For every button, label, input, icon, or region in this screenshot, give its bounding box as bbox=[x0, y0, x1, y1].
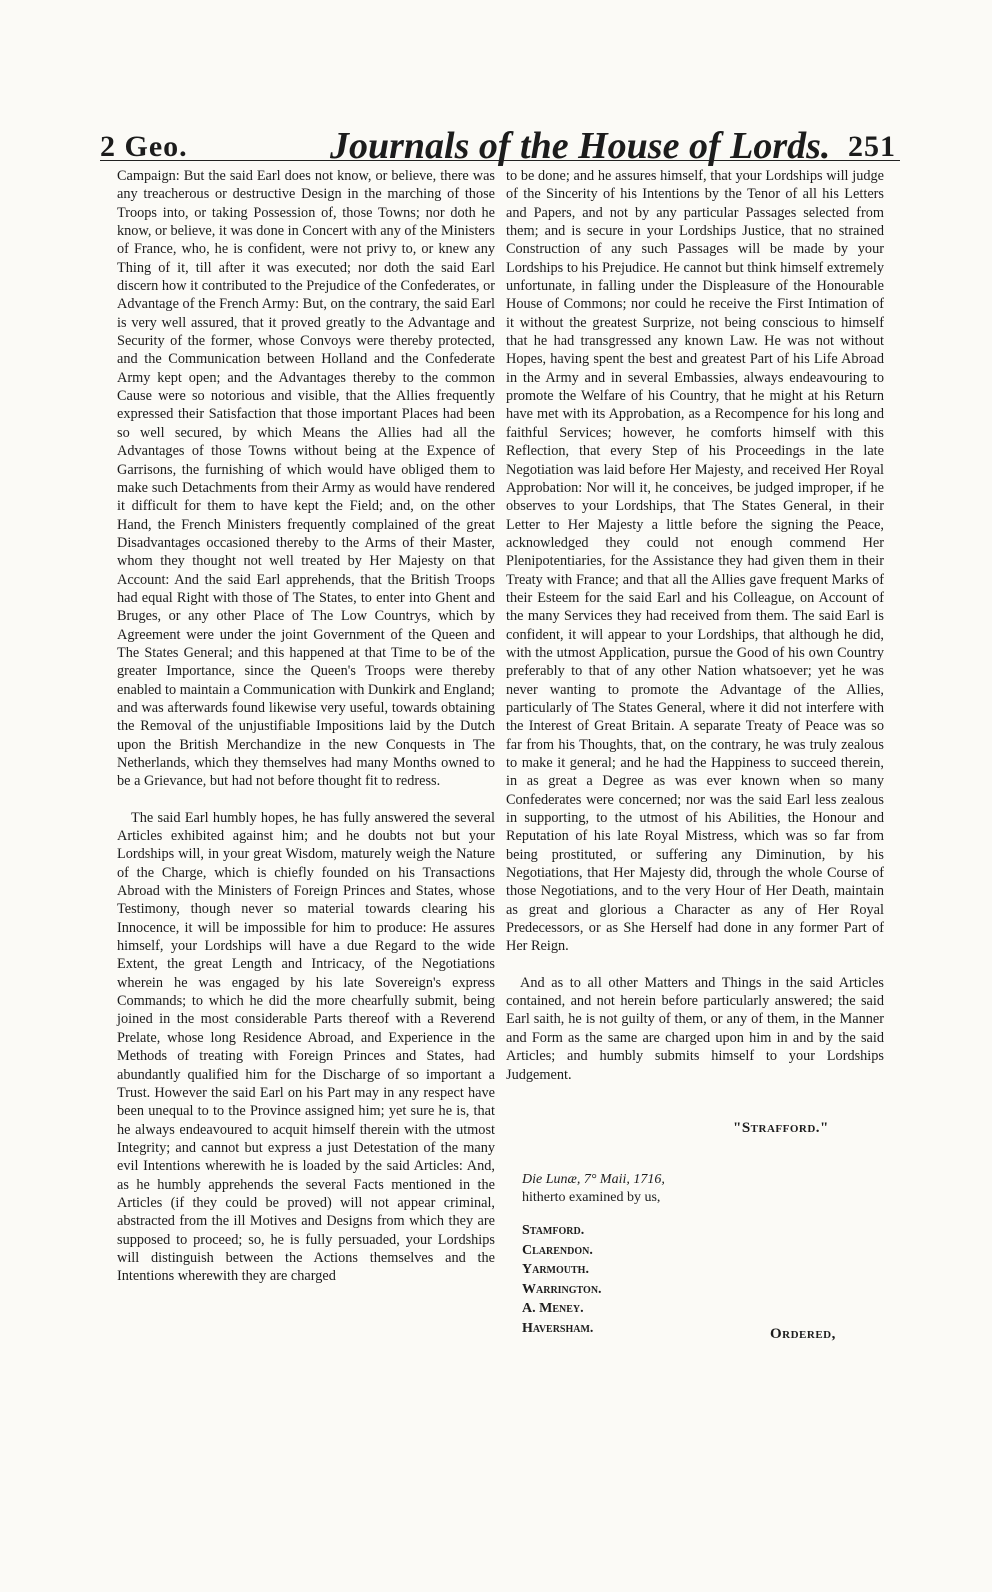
page-header bbox=[0, 120, 992, 170]
attestation-date: Die Lunæ, 7° Maii, 1716, bbox=[522, 1172, 665, 1187]
examiner-name: A. Meney. bbox=[522, 1301, 584, 1316]
running-title: Journals of the House of Lords. bbox=[330, 125, 831, 167]
attestation bbox=[522, 1171, 665, 1207]
examiner-name: Stamford. bbox=[522, 1223, 585, 1238]
paragraph: The said Earl humbly hopes, he has fully answered the several Articles exhibited against him; and he doubts not but your Lordships will, in your great Wisdom, maturely weigh the Nature of the Charge, which is chiefly founded on his Transactions Abroad with the Ministers of Foreign Princes and States, whose Testimony, though never so material towards clearing his Innocence, it will be impossible for him to produce: He assures himself, your Lordships will have a due Regard to the wide Extent, the great Length and Intricacy, of the Negotiations wherein he was engaged by his late Sovereign's express Commands; to which he did the more chearfully submit, being joined in the most considerable Parts thereof with a Reverend Prelate, whose long Residence Abroad, and Experience in the Methods of treating with Foreign Princes and States, had abundantly qualified him for the Discharge of so important a Trust. However the said Earl on his Part may in any respect have been unequal to to the Province assigned him; yet sure he is, that he always endeavoured to acquit himself therein with the utmost Integrity; and cannot but express a just Detestation of the many evil Intentions wherewith he is loaded by the said Articles: And, as he humbly apprehends the several Facts mentioned in the Articles (if they could be proved) will not appear criminal, abstracted from the ill Motives and Designs from which they are supposed to proceed; so, he is fully persuaded, your Lordships will distinguish between the Actions themselves and the Intentions wherewith they are charged bbox=[117, 809, 495, 1285]
examiner-name: Clarendon. bbox=[522, 1242, 593, 1258]
regnal-year: 2 Geo. bbox=[100, 130, 188, 163]
signature: "Strafford." bbox=[733, 1120, 829, 1136]
examiner-list bbox=[522, 1221, 602, 1338]
examiner-name: Warrington. bbox=[522, 1281, 602, 1297]
catchword: Ordered, bbox=[770, 1326, 836, 1342]
paragraph: Campaign: But the said Earl does not know, or believe, there was any treacherous or destructive Design in the marching of those Troops into, or taking Possession of, those Towns; nor doth he know, or believe, it was done in Concert with any of the Ministers of France, who, he is confident, were not privy to, or knew any Thing of it, till after it was executed; nor doth the said Earl discern how it contributed to the Prejudice of the Confederates, or Advantage of the French Army: But, on the contrary, the said Earl is very well assured, that it proved greatly to the Advantage and Security of the former, whose Convoys were thereby protected, and the Communication between Holland and the Confederate Army kept open; and the Advantages thereby to the common Cause were so notorious and visible, that the Allies frequently expressed their Satisfaction that those important Places had been so well secured, by which Means the Allies had all the Advantages of those Towns without being at the Expence of Garrisons, the furnishing of which would have obliged them to make such Detachments from their Army as would have rendered it difficult for them to have kept the Field; and, on the other Hand, the French Ministers frequently complained of the great Disadvantages occasioned thereby to the Arms of their Master, whom they thought not well treated by Her Majesty on that Account: And the said Earl apprehends, that the British Troops had equal Right with those of The States, to enter into Ghent and Bruges, or any other Place of The Low Countrys, which by Agreement were under the joint Government of the Queen and The States General; and this happened at that Time to be of the greater Importance, since the Queen's Troops were thereby enabled to maintain a Communication with Dunkirk and England; and was afterwards found likewise very useful, towards obtaining the Removal of the unjustifiable Impositions laid by the Dutch upon the British Merchandize in the new Conquests in The Netherlands, which they themselves had many Months owned to be a Grievance, but had not before thought fit to redress. bbox=[117, 168, 495, 790]
left-column bbox=[117, 167, 495, 1304]
paragraph: And as to all other Matters and Things in the said Articles contained, and not herein before particularly answered; the said Earl saith, he is not guilty of them, or any of them, in the Manner and Form as the same are charged upon him in and by the said Articles; and humbly submits himself to your Lordships Judgement. bbox=[506, 974, 884, 1083]
page-number: 251 bbox=[848, 130, 896, 163]
right-column bbox=[506, 167, 884, 1102]
attestation-line: hitherto examined by us, bbox=[522, 1190, 661, 1205]
paragraph: to be done; and he assures himself, that your Lordships will judge of the Sincerity of his Intentions by the Tenor of all his Letters and Papers, and not by any particular Passages selected from them; and is secure in your Lordships Justice, that no strained Construction of any such Passages will be made by your Lordships to his Prejudice. He cannot but think himself extremely unfortunate, in falling under the Displeasure of the Honourable House of Commons; nor could he receive the First Intimation of it without the greatest Surprize, not being conscious to himself that he had transgressed any known Law. He was not without Hopes, having spent the best and greatest Part of his Life Abroad in the Army and in several Embassies, always endeavouring to promote the Welfare of his Country, that he might at his Return have met with its Approbation, as a Recompence for his long and faithful Services; however, he comforts himself with this Reflection, that every Step of his Proceedings in the late Negotiation was laid before Her Majesty, and received Her Royal Approbation: Nor will it, he conceives, be judged improper, if he observes to your Lordships, that The States General, in their Letter to Her Majesty a little before the signing the Peace, acknowledged they could not enough commend Her Plenipotentiaries, for the Assistance they had given them in their Treaty with France; and that all the Allies gave frequent Marks of their Esteem for the said Earl and his Colleague, on Account of the many Services they had received from them. The said Earl is confident, it will appear to your Lordships, that although he did, with the utmost Application, pursue the Good of his own Country preferably to that of any other Nation whatsoever; yet he was never wanting to promote the Advantage of the Allies, particularly of The States General, where it did not interfere with the Interest of Great Britain. A separate Treaty of Peace was so far from his Thoughts, that, on the contrary, he was truly zealous to make it general; and he had the Happiness to succeed therein, in as great a Degree as was ever known when so many Confederates were concerned; nor was the said Earl less zealous in supporting, to the utmost of his Abilities, the Honour and Reputation of his late Royal Mistress, which was so far from being prostituted, or suffering any Diminution, by his Negotiations, that Her Majesty did, through the whole Course of those Negotiations, and to the very Hour of Her Death, maintain as great and glorious a Character as any of Her Royal Predecessors, or as She Herself had done in any former Part of Her Reign. bbox=[506, 168, 884, 955]
examiner-name: Haversham. bbox=[522, 1320, 594, 1336]
header-rule bbox=[100, 160, 900, 161]
examiner-name: Yarmouth. bbox=[522, 1262, 589, 1277]
